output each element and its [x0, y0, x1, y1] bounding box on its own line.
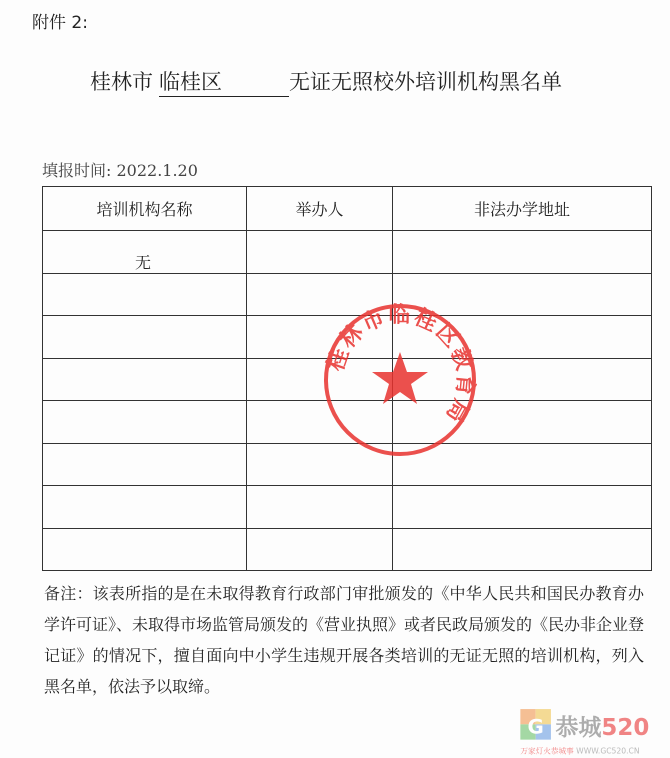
cell-organizer: [247, 231, 393, 274]
official-seal: [320, 300, 480, 460]
cell-org-name: 无: [43, 231, 247, 274]
cell-org-name: [43, 486, 247, 529]
table-header: [43, 187, 652, 231]
fill-time: 填报时间: 2022.1.20: [42, 161, 198, 180]
cell-address: [393, 231, 652, 274]
title-rest: 无证无照校外培训机构黑名单: [289, 70, 562, 94]
title-district: 临桂区: [159, 66, 289, 97]
cell-address: [393, 486, 652, 529]
star-icon: [372, 352, 428, 404]
header-organizer: 举办人: [247, 187, 393, 231]
cell-org-name: [43, 528, 247, 571]
svg-text:桂林市临桂区教育局: 桂林市临桂区教育局: [323, 302, 478, 428]
cell-org-name: [43, 273, 247, 316]
svg-text:G: G: [527, 715, 544, 739]
attachment-label: 附件 2:: [32, 13, 88, 33]
cell-org-name: [43, 358, 247, 401]
header-org-name: 培训机构名称: [43, 187, 247, 231]
cell-organizer: [247, 486, 393, 529]
table-row: [43, 528, 652, 571]
cell-org-name: [43, 316, 247, 359]
header-address: 非法办学地址: [393, 187, 652, 231]
table-row: [43, 231, 652, 274]
title-city: 桂林市: [90, 70, 153, 94]
cell-org-name: [43, 443, 247, 486]
cell-org-name: [43, 401, 247, 444]
watermark-logo: [500, 706, 660, 758]
svg-text:恭城520: 恭城520: [555, 715, 650, 742]
document-title: [90, 66, 562, 97]
cell-organizer: [247, 528, 393, 571]
table-row: [43, 486, 652, 529]
remarks: 备注：该表所指的是在未取得教育行政部门审批颁发的《中华人民共和国民办教育办学许可证》、未取得市场监管局颁发的《营业执照》或者民政局颁发的《民办非企业登记证》的情况下，擅自面向中小学生违规开展各类培训的无证无照的培训机构，列入黑名单，依法予以取缔。: [44, 584, 645, 696]
svg-text:万家灯火恭城事 WWW.GC520.CN: 万家灯火恭城事 WWW.GC520.CN: [520, 746, 640, 756]
cell-address: [393, 528, 652, 571]
